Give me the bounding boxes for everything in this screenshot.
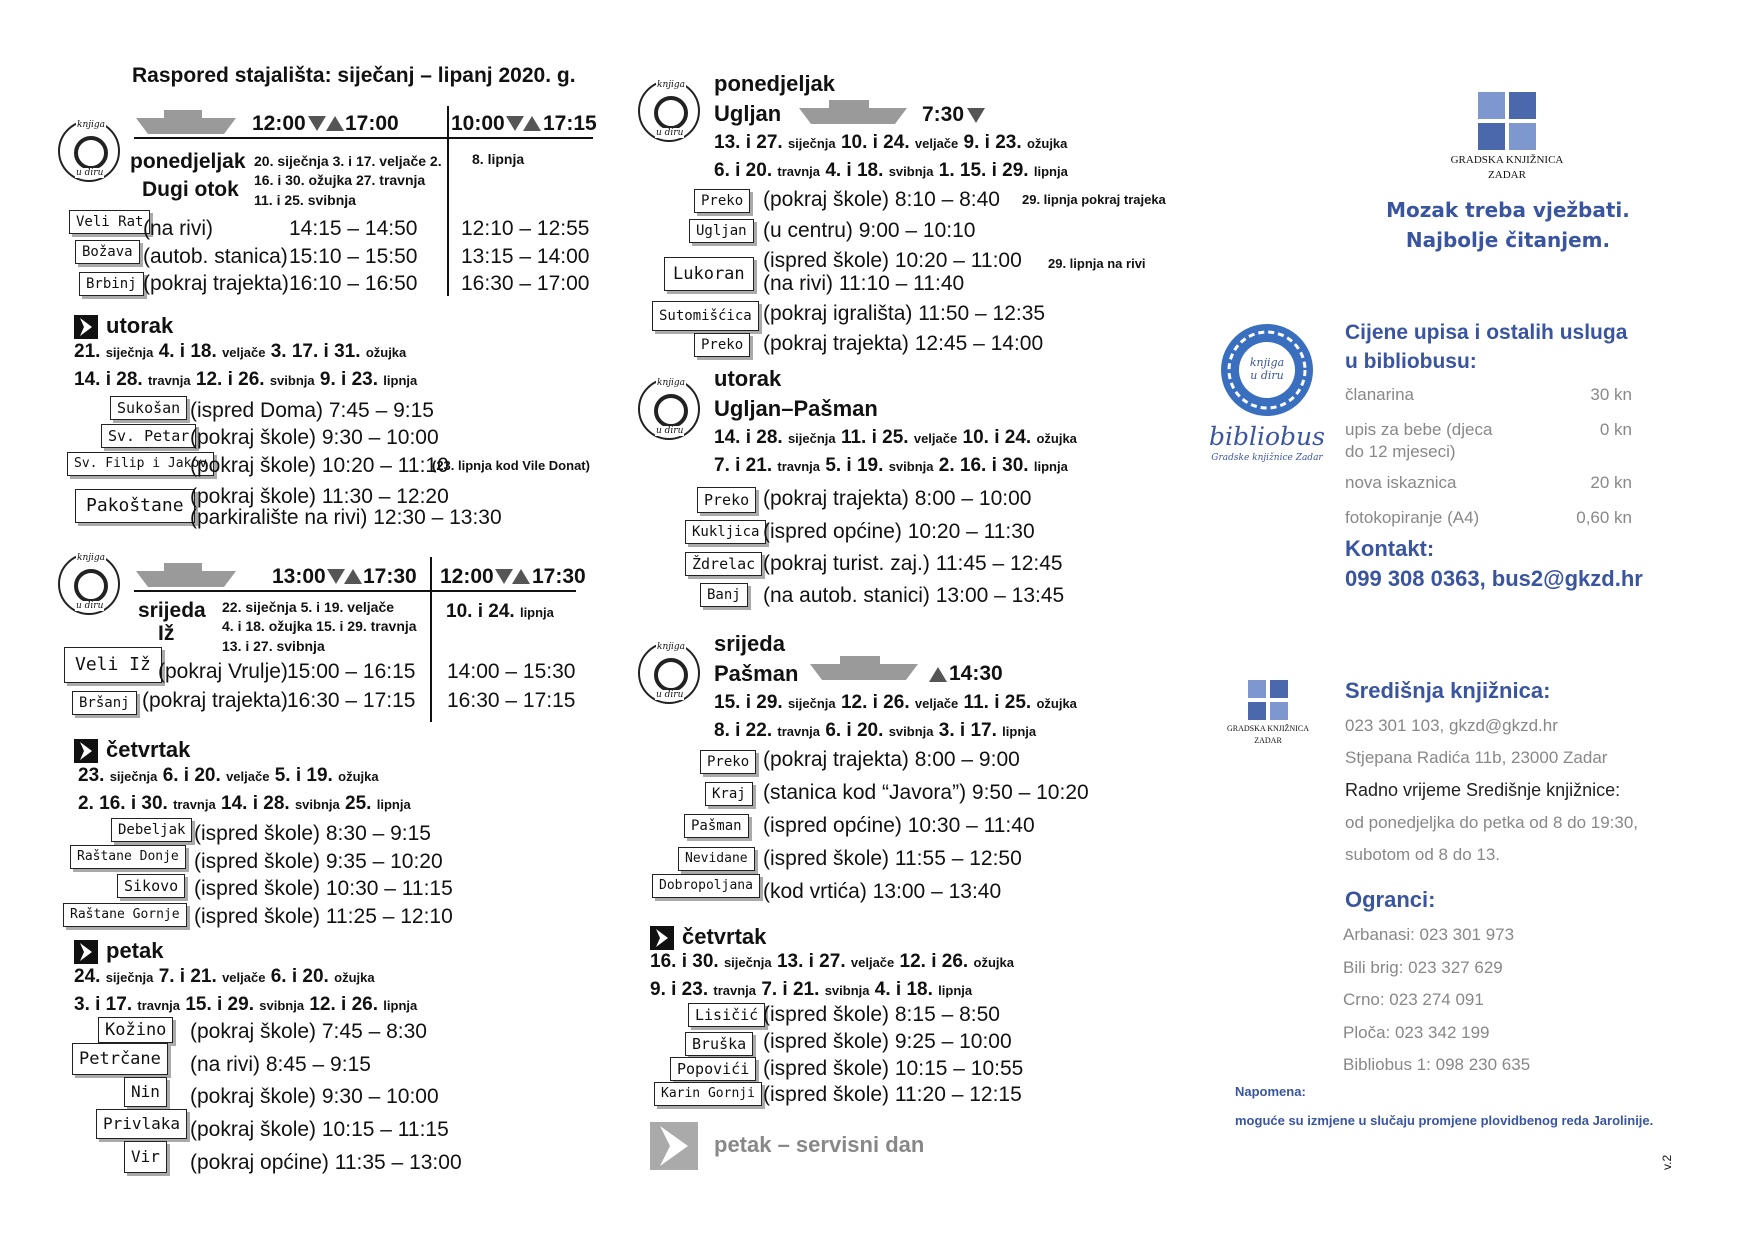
stop-dobropoljana: Dobropoljana: [652, 874, 760, 898]
stop-info: (ispred škole) 10:20 – 11:00: [763, 249, 1022, 272]
divider: [447, 106, 449, 296]
stop-sv-petar: Sv. Petar: [101, 424, 196, 448]
dates-line: 16. i 30. ožujka 27. travnja: [254, 172, 426, 188]
stop-location: (autob. stanica): [143, 245, 288, 268]
library-logo-icon: [1248, 680, 1288, 720]
stop-info: (na rivi) 11:10 – 11:40: [763, 272, 965, 295]
dates-line: 4. i 18. ožujka 15. i 29. travnja: [222, 618, 417, 634]
price-label: nova iskaznica: [1345, 473, 1457, 492]
dates-line: 22. siječnja 5. i 19. veljače: [222, 599, 395, 615]
stop-info: (ispred Doma) 7:45 – 9:15: [190, 399, 434, 422]
stop-kraj: Kraj: [705, 782, 753, 806]
stop-info: (u centru) 9:00 – 10:10: [763, 219, 976, 242]
divider: [134, 137, 593, 139]
arrow-up-icon: [511, 567, 531, 585]
service-day-label: petak – servisni dan: [714, 1132, 925, 1157]
library-logo-text: ZADAR: [1488, 169, 1526, 181]
day-label: četvrtak: [682, 924, 767, 949]
day-label: utorak: [714, 366, 782, 391]
day-label: srijeda: [138, 599, 206, 622]
version-label: v.2: [1660, 1154, 1674, 1170]
chevron-right-icon: [650, 926, 674, 950]
stop-sukosan: Sukošan: [110, 396, 187, 420]
stop-info: (pokraj škole) 7:45 – 8:30: [190, 1020, 427, 1043]
stop-preko: Preko: [700, 750, 756, 774]
arrow-up-icon: [928, 665, 948, 683]
central-library-line: od ponedjeljka do petka od 8 do 19:30,: [1345, 813, 1639, 832]
contact-title: Kontakt:: [1345, 536, 1435, 561]
central-library-line: subotom od 8 do 13.: [1345, 845, 1501, 864]
stop-kukljica: Kukljica: [685, 520, 766, 544]
stop-zdrelac: Ždrelac: [685, 552, 762, 576]
stop-info: (ispred škole) 8:30 – 9:15: [194, 822, 431, 845]
return-time: 14:30: [949, 662, 1003, 685]
price-label: fotokopiranje (A4): [1345, 508, 1480, 527]
departure-time-2: 12:00: [440, 565, 494, 588]
departure-time-2: 10:00: [451, 112, 505, 135]
arrow-up-icon: [522, 114, 542, 132]
day-label: ponedjeljak: [130, 150, 246, 173]
stop-time: 16:30 – 17:15: [287, 689, 416, 712]
arrow-up-icon: [343, 567, 363, 585]
stop-info: (pokraj trajekta) 8:00 – 10:00: [763, 487, 1032, 510]
stop-veli-iz: Veli Iž: [64, 647, 162, 683]
departure-time-1: 13:00: [272, 565, 326, 588]
dates-line: 11. i 25. svibnja: [254, 192, 356, 208]
stop-info: (ispred škole) 9:25 – 10:00: [763, 1030, 1012, 1053]
stop-info: (ispred škole) 10:15 – 10:55: [763, 1057, 1024, 1080]
stop-preko: Preko: [694, 189, 750, 213]
chevron-right-icon: [74, 315, 98, 339]
motto-line: Mozak treba vježbati.: [1386, 198, 1630, 222]
branch-item: Crno: 023 274 091: [1343, 990, 1484, 1009]
ferry-icon: [797, 98, 909, 126]
dates-line: 2. 16. i 30. travnja 14. i 28. svibnja 25. lipnja: [78, 793, 411, 814]
dates-line: 13. i 27. siječnja 10. i 24. veljače 9. i 23. ožujka: [714, 132, 1068, 153]
price-value: 20 kn: [1590, 473, 1632, 492]
dates-line: 23. siječnja 6. i 20. veljače 5. i 19. ožujka: [78, 765, 379, 786]
central-library-line: 023 301 103, gkzd@gkzd.hr: [1345, 716, 1558, 735]
dates-line: 14. i 28. travnja 12. i 26. svibnja 9. i 23. lipnja: [74, 369, 418, 390]
note-text: moguće su izmjene u slučaju promjene plovidbenog reda Jarolinije.: [1235, 1113, 1654, 1128]
day-label: ponedjeljak: [714, 71, 836, 96]
dates-line: 9. i 23. travnja 7. i 21. svibnja 4. i 18. lipnja: [650, 979, 973, 1000]
bibliobus-name: bibliobus: [1209, 422, 1325, 451]
ferry-icon: [134, 108, 238, 136]
stop-info: (pokraj trajekta) 8:00 – 9:00: [763, 748, 1020, 771]
day-label: srijeda: [714, 631, 785, 656]
price-label: upis za bebe (djeca: [1345, 420, 1493, 439]
stop-info: (ispred škole) 9:35 – 10:20: [194, 850, 443, 873]
stop-veli-rat: Veli Rat: [69, 210, 150, 234]
stop-preko: Preko: [697, 487, 756, 513]
stop-note: 29. lipnja pokraj trajeka: [1022, 192, 1166, 207]
stop-bruska: Bruška: [685, 1032, 753, 1056]
stop-debeljak: Debeljak: [111, 818, 192, 842]
stop-vir: Vir: [124, 1141, 167, 1173]
stop-info: (pokraj škole) 9:30 – 10:00: [190, 1085, 439, 1108]
stop-info: (ispred općine) 10:20 – 11:30: [763, 520, 1035, 543]
stop-ugljan: Ugljan: [689, 219, 754, 243]
stop-kozino: Kožino: [98, 1017, 173, 1043]
stop-location: (pokraj Vrulje): [158, 660, 288, 683]
lifebuoy-icon: knjiga u diru: [58, 120, 120, 182]
dates-line: 16. i 30. siječnja 13. i 27. veljače 12. i 26. ožujka: [650, 951, 1014, 972]
stop-nevidane: Nevidane: [678, 847, 755, 871]
place-label: Dugi otok: [142, 178, 239, 201]
stop-rastane-donje: Raštane Donje: [70, 845, 186, 869]
library-logo-text: GRADSKA KNJIŽNICA: [1226, 724, 1309, 733]
stop-location: (na rivi): [143, 217, 214, 240]
stop-time: 16:30 – 17:15: [447, 689, 576, 712]
stop-info: (na autob. stanici) 13:00 – 13:45: [763, 584, 1065, 607]
departure-time-1: 12:00: [252, 112, 306, 135]
ferry-icon: [134, 561, 238, 589]
central-library-title: Središnja knjižnica:: [1345, 678, 1551, 703]
stop-info: (pokraj škole) 10:20 – 11:10: [190, 454, 449, 477]
stop-info: (stanica kod “Javora”) 9:50 – 10:20: [763, 781, 1089, 804]
stop-note: (23. lipnja kod Vile Donat): [432, 458, 590, 473]
stop-brsanj: Bršanj: [72, 691, 137, 715]
divider: [430, 557, 432, 722]
stop-privlaka: Privlaka: [96, 1109, 187, 1139]
dates-line: 3. i 17. travnja 15. i 29. svibnja 12. i 26. lipnja: [74, 994, 418, 1015]
day-label: utorak: [106, 313, 174, 338]
price-label: do 12 mjeseci): [1345, 442, 1456, 461]
branch-item: Ploča: 023 342 199: [1343, 1023, 1490, 1042]
bibliobus-ring-text: knjiga u diru: [1249, 356, 1285, 382]
stop-location: (pokraj trajekta): [142, 689, 288, 712]
stop-rastane-gornje: Raštane Gornje: [63, 903, 187, 927]
stop-brbinj: Brbinj: [79, 272, 144, 296]
stop-info: (pokraj škole) 10:15 – 11:15: [190, 1118, 449, 1141]
lifebuoy-icon: knjiga u diru: [638, 378, 700, 440]
arrow-down-icon: [307, 114, 327, 132]
dates-line: 15. i 29. siječnja 12. i 26. veljače 11. i 25. ožujka: [714, 692, 1077, 713]
stop-location: (pokraj trajekta): [143, 272, 289, 295]
chevron-right-icon: [74, 940, 98, 964]
arrow-down-icon: [966, 106, 986, 124]
stop-preko: Preko: [694, 333, 750, 357]
stop-sikovo: Sikovo: [117, 874, 185, 898]
chevron-right-icon: [650, 1122, 698, 1170]
prices-title: Cijene upisa i ostalih usluga: [1345, 321, 1628, 344]
return-time-2: 17:15: [543, 112, 597, 135]
stop-note: 29. lipnja na rivi: [1048, 256, 1146, 271]
day-label: petak: [106, 938, 164, 963]
dates-line: 7. i 21. travnja 5. i 19. svibnja 2. 16. i 30. lipnja: [714, 455, 1068, 476]
arrow-up-icon: [325, 114, 345, 132]
library-logo-text: ZADAR: [1254, 736, 1282, 745]
dates-line: 10. i 24. lipnja: [446, 601, 554, 622]
chevron-right-icon: [74, 739, 98, 763]
branches-title: Ogranci:: [1345, 887, 1436, 912]
return-time-1: 17:00: [345, 112, 399, 135]
stop-info: (pokraj općine) 11:35 – 13:00: [190, 1151, 462, 1174]
lifebuoy-icon: knjiga u diru: [638, 80, 700, 142]
stop-lisicic: Lisičić: [688, 1003, 765, 1027]
dates-line: 8. lipnja: [472, 151, 525, 167]
stop-time: 14:15 – 14:50: [289, 217, 418, 240]
branch-item: Bili brig: 023 327 629: [1343, 958, 1503, 977]
price-value: 0 kn: [1599, 420, 1632, 439]
stop-info: (pokraj trajekta) 12:45 – 14:00: [763, 332, 1044, 355]
stop-petrcane: Petrčane: [72, 1043, 168, 1075]
stop-time: 16:30 – 17:00: [461, 272, 590, 295]
stop-karin-gornji: Karin Gornji: [654, 1082, 762, 1106]
stop-info: (pokraj igrališta) 11:50 – 12:35: [763, 302, 1046, 325]
prices-title: u bibliobusu:: [1345, 350, 1477, 373]
stop-info: (ispred škole) 8:15 – 8:50: [763, 1003, 1000, 1026]
branch-item: Bibliobus 1: 098 230 635: [1343, 1055, 1531, 1074]
stop-time: 12:10 – 12:55: [461, 217, 590, 240]
stop-info: (pokraj turist. zaj.) 11:45 – 12:45: [763, 552, 1063, 575]
stop-popovici: Popovići: [670, 1057, 756, 1081]
central-library-line: Stjepana Radića 11b, 23000 Zadar: [1345, 748, 1608, 767]
dates-line: 14. i 28. siječnja 11. i 25. veljače 10. i 24. ožujka: [714, 427, 1077, 448]
dates-line: 13. i 27. svibnja: [222, 638, 325, 654]
day-label: četvrtak: [106, 737, 191, 762]
stop-info: (pokraj škole) 8:10 – 8:40: [763, 188, 1000, 211]
stop-info: (kod vrtića) 13:00 – 13:40: [763, 880, 1002, 903]
stop-info: (pokraj škole) 9:30 – 10:00: [190, 426, 439, 449]
stop-info: (pokraj škole) 11:30 – 12:20: [190, 485, 449, 508]
stop-nin: Nin: [124, 1077, 167, 1107]
stop-info: (ispred škole) 11:55 – 12:50: [763, 847, 1022, 870]
stop-time: 13:15 – 14:00: [461, 245, 590, 268]
library-logo-icon: [1478, 92, 1536, 150]
divider: [134, 590, 576, 592]
bibliobus-subtitle: Gradske knjižnice Zadar: [1211, 453, 1323, 463]
page-title: Raspored stajališta: siječanj – lipanj 2020. g.: [132, 64, 576, 87]
stop-banj: Banj: [700, 583, 748, 607]
motto-line: Najbolje čitanjem.: [1405, 228, 1611, 252]
central-library-line: Radno vrijeme Središnje knjižnice:: [1345, 780, 1621, 800]
departure-time: 7:30: [922, 103, 965, 126]
lifebuoy-icon: knjiga u diru: [58, 553, 120, 615]
stop-pakostane: Pakoštane: [75, 489, 195, 523]
place-label: Pašman: [714, 661, 799, 686]
dates-line: 20. siječnja 3. i 17. veljače 2.: [254, 153, 442, 169]
stop-time: 15:10 – 15:50: [289, 245, 418, 268]
stop-info: (na rivi) 8:45 – 9:15: [190, 1053, 371, 1076]
stop-bozava: Božava: [75, 240, 140, 264]
return-time-2: 17:30: [532, 565, 586, 588]
stop-info: (ispred škole) 11:20 – 12:15: [763, 1083, 1022, 1106]
stop-time: 14:00 – 15:30: [447, 660, 576, 683]
stop-time: 16:10 – 16:50: [289, 272, 418, 295]
lifebuoy-icon: knjiga u diru: [638, 642, 700, 704]
stop-lukoran: Lukoran: [664, 257, 754, 291]
note-title: Napomena:: [1235, 1084, 1306, 1099]
ferry-icon: [808, 654, 920, 682]
price-value: 0,60 kn: [1576, 508, 1632, 527]
place-label: Ugljan: [714, 101, 782, 126]
return-time-1: 17:30: [363, 565, 417, 588]
dates-line: 21. siječnja 4. i 18. veljače 3. 17. i 31. ožujka: [74, 341, 407, 362]
stop-info: (ispred škole) 10:30 – 11:15: [194, 877, 453, 900]
stop-info: (ispred općine) 10:30 – 11:40: [763, 814, 1035, 837]
dates-line: 6. i 20. travnja 4. i 18. svibnja 1. 15. i 29. lipnja: [714, 160, 1068, 181]
dates-line: 8. i 22. travnja 6. i 20. svibnja 3. i 17. lipnja: [714, 720, 1037, 741]
dates-line: 24. siječnja 7. i 21. veljače 6. i 20. ožujka: [74, 966, 375, 987]
stop-sutomiscica: Sutomišćica: [652, 301, 759, 331]
contact-value: 099 308 0363, bus2@gkzd.hr: [1345, 566, 1643, 591]
branch-item: Arbanasi: 023 301 973: [1343, 925, 1515, 944]
stop-info: (ispred škole) 11:25 – 12:10: [194, 905, 453, 928]
place-label: Iž: [158, 622, 175, 645]
stop-pasman: Pašman: [684, 814, 749, 838]
stop-info: (parkiralište na rivi) 12:30 – 13:30: [190, 506, 502, 529]
stop-sv-filip-i-jakov: Sv. Filip i Jakov: [67, 452, 214, 476]
stop-time: 15:00 – 16:15: [287, 660, 416, 683]
place-label: Ugljan–Pašman: [714, 396, 878, 421]
price-value: 30 kn: [1590, 385, 1632, 404]
library-logo-text: GRADSKA KNJIŽNICA: [1450, 154, 1564, 166]
price-label: članarina: [1345, 385, 1414, 404]
